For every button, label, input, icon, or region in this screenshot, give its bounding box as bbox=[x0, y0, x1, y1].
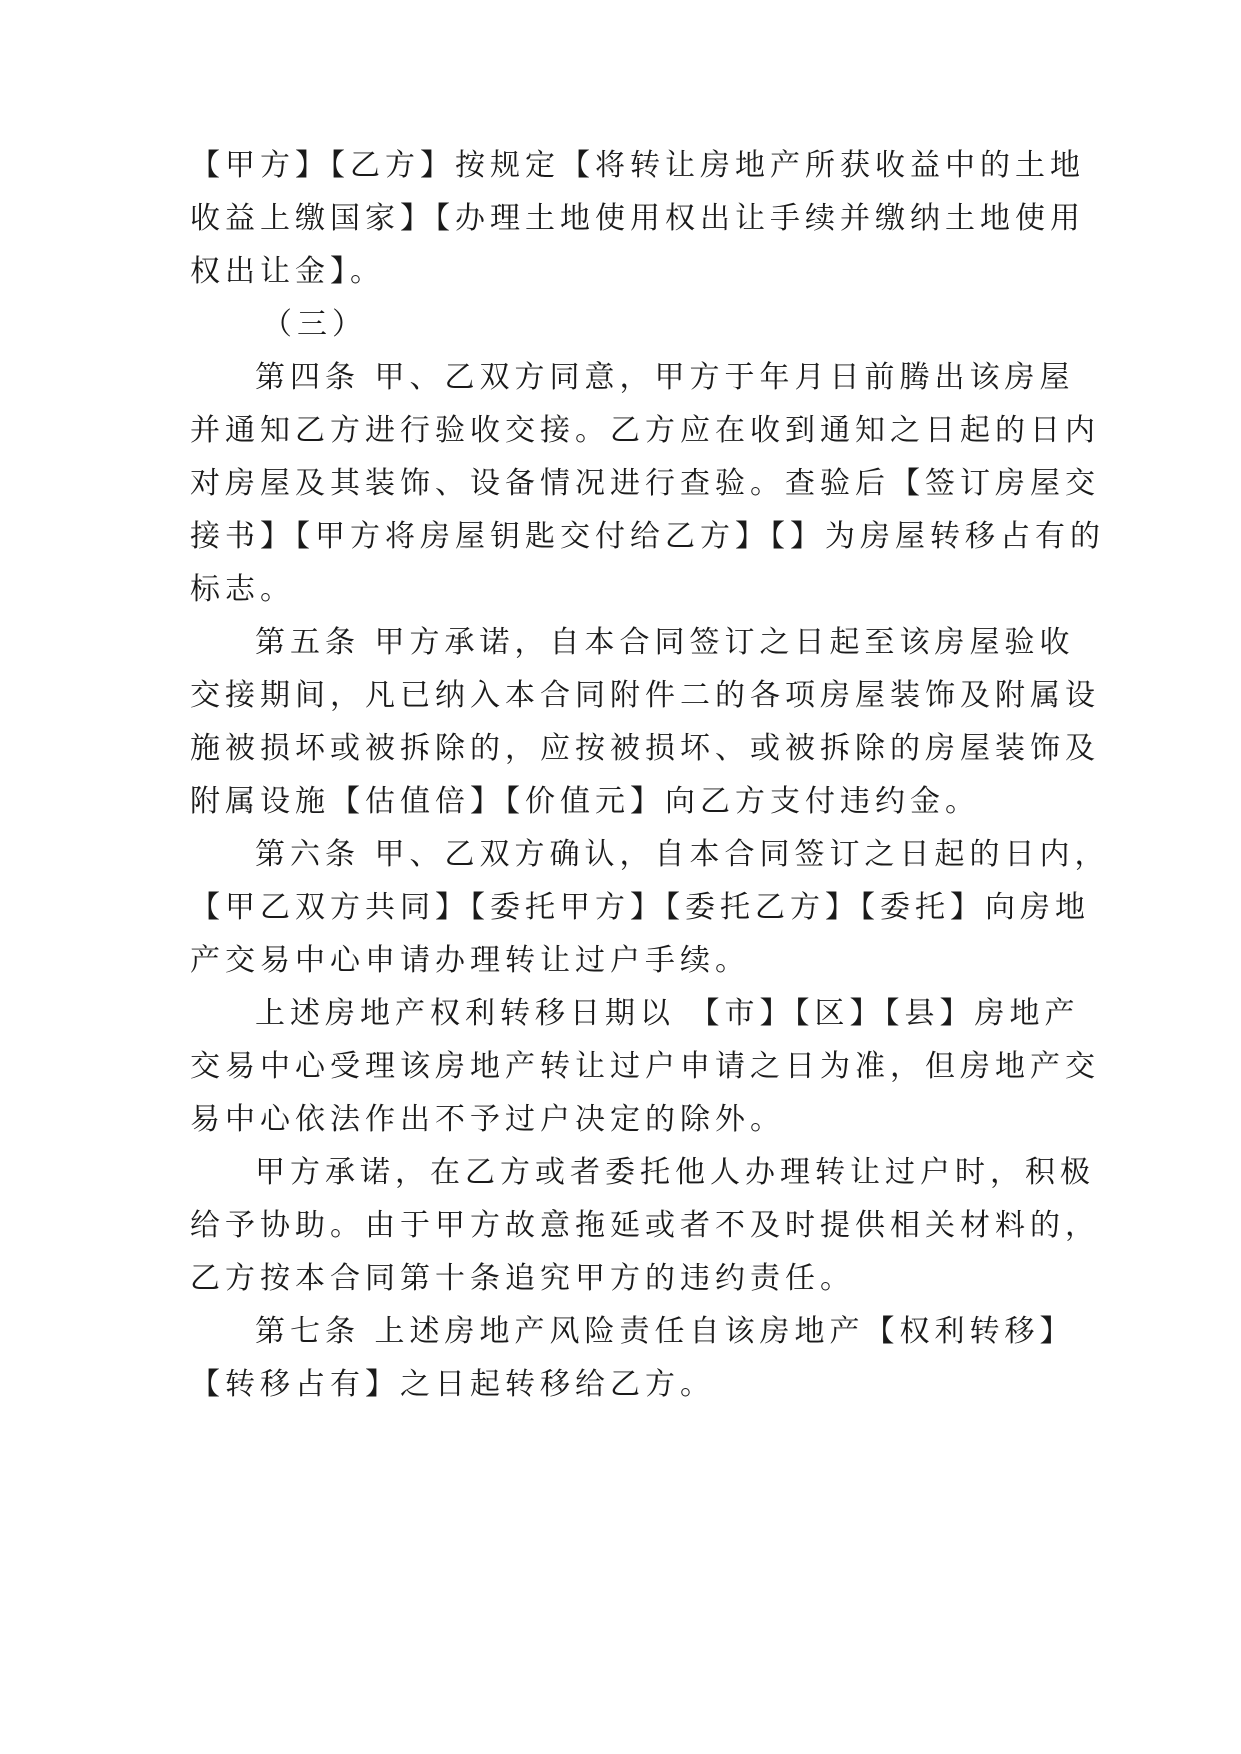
text-line: 权出让金】。 bbox=[190, 254, 385, 289]
text-line: 【甲乙双方共同】【委托甲方】【委托乙方】【委托】向房地 bbox=[190, 890, 1090, 925]
section-heading: （三） bbox=[262, 307, 367, 342]
text-line: 标志。 bbox=[190, 572, 295, 607]
text-line: 交接期间，凡已纳入本合同附件二的各项房屋装饰及附属设 bbox=[190, 678, 1100, 713]
article-4-line: 第四条 甲、乙双方同意，甲方于年月日前腾出该房屋 bbox=[255, 360, 1075, 395]
text-line: 接书】【甲方将房屋钥匙交付给乙方】【】为房屋转移占有的 bbox=[190, 519, 1105, 554]
paragraph-line: 甲方承诺，在乙方或者委托他人办理转让过户时，积极 bbox=[255, 1155, 1095, 1190]
text-line: 【甲方】【乙方】按规定【将转让房地产所获收益中的土地 bbox=[190, 148, 1085, 183]
text-line: 交易中心受理该房地产转让过户申请之日为准，但房地产交 bbox=[190, 1049, 1100, 1084]
text-line: 易中心依法作出不予过户决定的除外。 bbox=[190, 1102, 785, 1137]
text-line: 乙方按本合同第十条追究甲方的违约责任。 bbox=[190, 1261, 855, 1296]
article-5-line: 第五条 甲方承诺，自本合同签订之日起至该房屋验收 bbox=[255, 625, 1075, 660]
text-line: 给予协助。由于甲方故意拖延或者不及时提供相关材料的， bbox=[190, 1208, 1100, 1243]
text-line: 收益上缴国家】【办理土地使用权出让手续并缴纳土地使用 bbox=[190, 201, 1085, 236]
text-line: 附属设施【估值倍】【价值元】向乙方支付违约金。 bbox=[190, 784, 980, 819]
text-line: 施被损坏或被拆除的，应按被损坏、或被拆除的房屋装饰及 bbox=[190, 731, 1100, 766]
text-line: 【转移占有】之日起转移给乙方。 bbox=[190, 1367, 715, 1402]
article-7-line: 第七条 上述房地产风险责任自该房地产【权利转移】 bbox=[255, 1314, 1075, 1349]
paragraph-line: 上述房地产权利转移日期以 【市】【区】【县】房地产 bbox=[255, 996, 1080, 1031]
text-line: 并通知乙方进行验收交接。乙方应在收到通知之日起的日内 bbox=[190, 413, 1100, 448]
text-line: 产交易中心申请办理转让过户手续。 bbox=[190, 943, 750, 978]
text-line: 对房屋及其装饰、设备情况进行查验。查验后【签订房屋交 bbox=[190, 466, 1100, 501]
article-6-line: 第六条 甲、乙双方确认，自本合同签订之日起的日内， bbox=[255, 837, 1110, 872]
